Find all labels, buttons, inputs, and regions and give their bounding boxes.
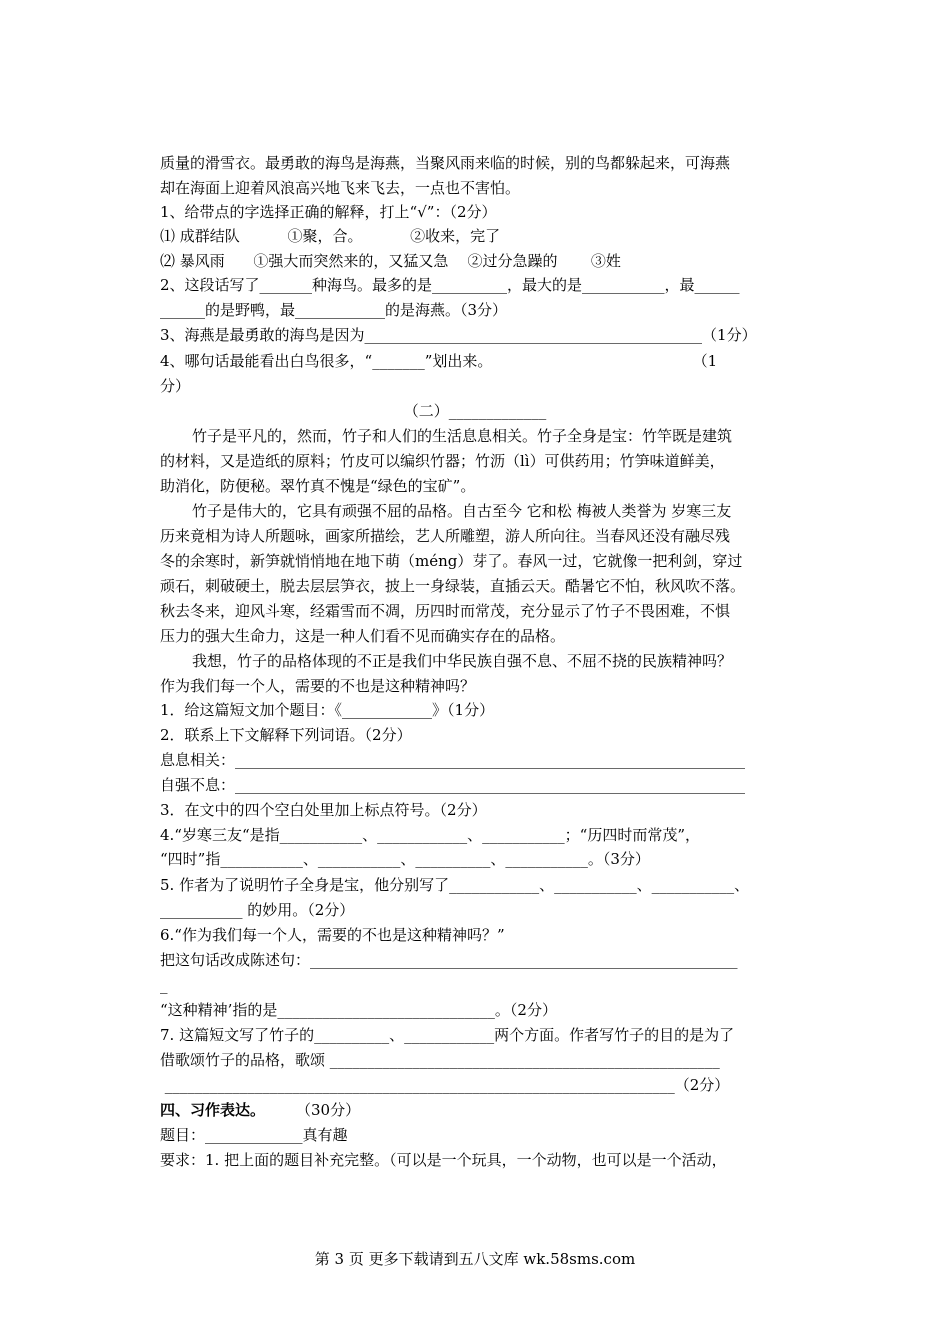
section-score: （30分）	[296, 1101, 361, 1119]
answer-line: 息息相关：____________________________________________________________________	[160, 751, 746, 769]
answer-line: ____________________________________________________________________（2分）	[160, 1076, 730, 1094]
question-line: 4、哪句话最能看出白鸟很多，“_______”划出来。 （1	[160, 352, 718, 370]
passage-line: 冬的余寒时，新笋就悄悄地在地下萌（méng）芽了。春风一过，它就像一把利剑，穿过	[160, 552, 743, 570]
question-line: 1．给这篇短文加个题目：《____________》（1分）	[160, 701, 495, 719]
answer-line: 把这句话改成陈述句：_________________________________________________________	[160, 951, 738, 969]
question-line: 2、这段话写了_______种海鸟。最多的是__________，最大的是___________，最______	[160, 276, 740, 294]
question-line: 2．联系上下文解释下列词语。（2分）	[160, 726, 412, 744]
passage-line: 作为我们每一个人，需要的不也是这种精神吗？	[160, 677, 476, 695]
passage-line: 助消化，防便秘。翠竹真不愧是“绿色的宝矿”。	[160, 477, 476, 495]
passage-line: 秋去冬来，迎风斗寒，经霜雪而不凋，历四时而常茂，充分显示了竹子不畏困难，不惧	[160, 602, 731, 620]
question-line: 5. 作者为了说明竹子全身是宝，他分别写了____________、___________、___________、	[160, 876, 750, 894]
passage-line: 压力的强大生命力，这是一种人们看不见而确实存在的品格。	[160, 627, 566, 645]
composition-requirement: 要求：1. 把上面的题目补充完整。（可以是一个玩具，一个动物，也可以是一个活动，	[160, 1151, 727, 1169]
passage-line: 竹子是伟大的，它具有顽强不屈的品格。自古至今 它和松 梅被人类誉为 岁寒三友	[192, 502, 732, 520]
passage-line: 顽石，刺破硬土，脱去层层笋衣，披上一身绿装，直插云天。酷暑它不怕，秋风吹不落。	[160, 577, 746, 595]
question-line: 7. 这篇短文写了竹子的__________、____________两个方面。作者写竹子的目的是为了	[160, 1026, 735, 1044]
question-line: 3、海燕是最勇敢的海鸟是因为_____________________________________________（1分）	[160, 326, 757, 344]
passage-line: 竹子是平凡的，然而，竹子和人们的生活息息相关。竹子全身是宝：竹竿既是建筑	[192, 427, 733, 445]
question-line: “四时”指___________、___________、__________、___________。（3分）	[160, 850, 650, 868]
text-line: 却在海面上迎着风浪高兴地飞来飞去，一点也不害怕。	[160, 179, 521, 197]
answer-line: 自强不息：____________________________________________________________________	[160, 776, 746, 794]
section-heading: 四、习作表达。	[160, 1101, 266, 1119]
page-footer: 第 3 页 更多下载请到五八文库 wk.58sms.com	[314, 1250, 636, 1268]
question-line: 6.“作为我们每一个人，需要的不也是这种精神吗？”	[160, 926, 505, 944]
passage-line: 历来竟相为诗人所题咏，画家所描绘，艺人所雕塑，游人所向往。当春风还没有融尽残	[160, 527, 731, 545]
question-line: 1、给带点的字选择正确的解释，打上“√”：（2分）	[160, 203, 497, 221]
composition-title: 题目：_____________真有趣	[160, 1126, 348, 1144]
passage-line: 我想，竹子的品格体现的不正是我们中华民族自强不息、不屈不挠的民族精神吗？	[192, 652, 733, 670]
option-line: ⑴ 成群结队 ①聚，合。 ②收来，完了	[160, 227, 501, 245]
question-line: 3．在文中的四个空白处里加上标点符号。（2分）	[160, 801, 487, 819]
answer-line: _	[160, 976, 168, 994]
answer-line: 借歌颂竹子的品格，歌颂 ____________________________________________________	[160, 1051, 720, 1069]
passage-line: 的材料，又是造纸的原料；竹皮可以编织竹器；竹沥（lì）可供药用；竹笋味道鲜美，	[160, 452, 725, 470]
question-line: ___________ 的妙用。（2分）	[160, 901, 355, 919]
question-line: “这种精神’指的是_____________________________。（2分）	[160, 1001, 557, 1019]
text-line: 质量的滑雪衣。最勇敢的海鸟是海燕，当聚风雨来临的时候，别的鸟都躲起来，可海燕	[160, 154, 731, 172]
section-title: （二）_____________	[403, 402, 547, 420]
question-line: 分）	[160, 377, 191, 395]
question-line: 4.“岁寒三友“是指___________、____________、___________；“历四时而常茂”，	[160, 826, 700, 844]
option-line: ⑵ 暴风雨 ①强大而突然来的，又猛又急 ②过分急躁的 ③姓	[160, 252, 621, 270]
question-line: ______的是野鸭，最____________的是海燕。（3分）	[160, 301, 508, 319]
